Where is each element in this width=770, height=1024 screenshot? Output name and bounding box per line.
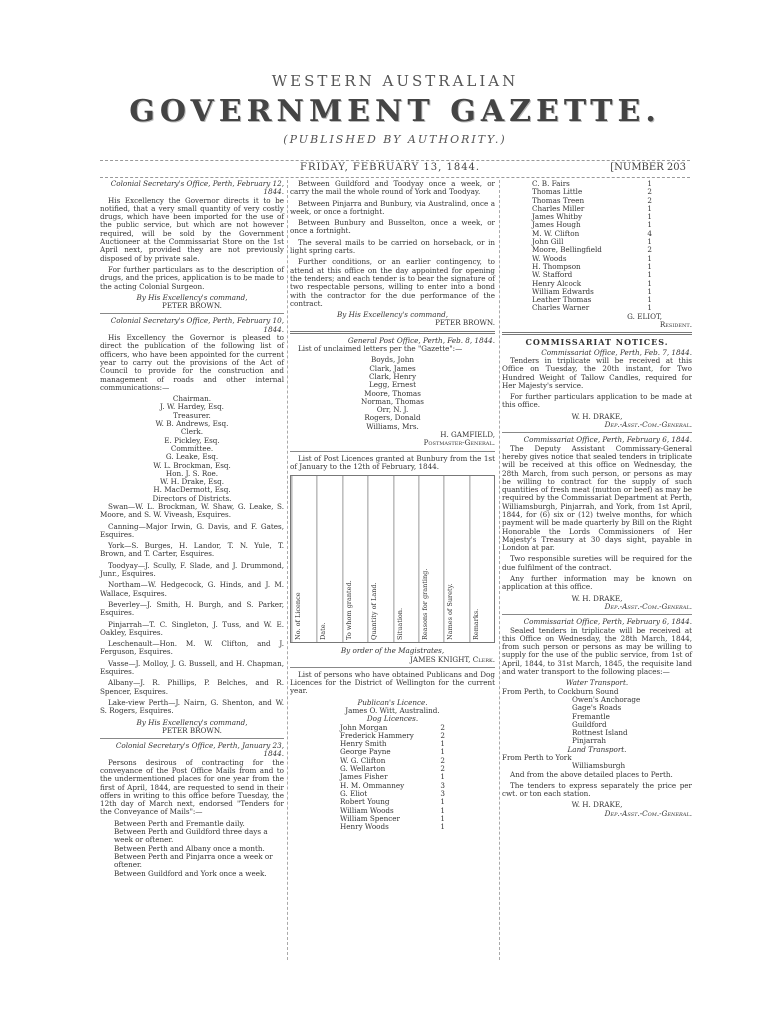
- list-item: Thomas Treen 2: [532, 195, 652, 205]
- list-item: George Payne 1: [340, 747, 445, 757]
- notice-heading: Colonial Secretary's Office, Perth, February 10, 1844.: [110, 316, 284, 334]
- column-3: [502, 180, 692, 818]
- letter-name: Clark, Henry: [368, 371, 417, 381]
- letter-name: Norman, Thomas: [361, 396, 424, 406]
- list-item: Charles Miller 1: [532, 203, 652, 213]
- route-item: Between Perth and Fremantle daily.: [114, 818, 245, 828]
- letter-name: Williams, Mrs.: [366, 421, 419, 431]
- list-item: William Woods 1: [340, 805, 445, 815]
- notice-text: Between Bunbury and Busselton, once a week, or once a fortnight.: [290, 218, 495, 236]
- list-item: Henry Alcock 1: [532, 278, 652, 288]
- district-entry: Toodyay—J. Scully, F. Slade, and J. Drummond, Junr., Esquires.: [100, 560, 284, 579]
- district-entry: Canning—Major Irwin, G. Davis, and F. Gates, Esquires.: [100, 521, 284, 539]
- notice-text: For further particulars as to the description of drugs, and the prices, application is to be made to the acting Colonial Surgeon.: [100, 264, 284, 291]
- notice-text: The Deputy Assistant Commissary-General hereby gives notice that sealed tenders in triplicate will be received at this office on Wednesday, the 28th March, from such person, or persons as may be willing to contract for the supply of such quantities of fresh meat (mutton or beef) as may be required by the Commissariat Department at Perth, Williamsburgh, Pinjarrah, and York, from 1st April, 1844, for (6) six or (12) twelve months, for which payment will be made quarterly by Bill on the Right Honorable the Lords Commissioners of Her Majesty's Treasury at 30 days sight, payable in London at par.: [502, 443, 692, 553]
- list-item: John Morgan 2: [340, 722, 445, 732]
- notice-text: Persons desirous of contracting for the conveyance of the Post Office Mails from and to the undermentioned places for one year from the first of April, 1844, are requested to send in their offers in writing to this office before Tuesday, the 12th day of March next, endorsed "Tenders for the Conveyance of Mails":—: [100, 757, 284, 817]
- committee-item: Committee.: [170, 443, 214, 453]
- notice-text: The tenders to express separately the price per cwt. or ton each station.: [502, 780, 692, 799]
- list-item: M. W. Clifton 4: [532, 228, 652, 238]
- letters-list: [290, 356, 495, 447]
- divider: [290, 451, 495, 452]
- place-item: Guildford: [572, 719, 607, 729]
- place-item: Fremantle: [572, 711, 610, 721]
- list-item: William Spencer 1: [340, 813, 445, 823]
- divider: [290, 331, 495, 334]
- notice-heading: Colonial Secretary's Office, Perth, January 23, 1844.: [115, 741, 284, 759]
- notice-text: Sealed tenders in triplicate will be received at this Office on Wednesday, the 28th March, 1844, from such person or persons as may be willing to supply for the use of the public service, from 1st of April, 1844, to 31st March, 1845, the requisite land and water transport to the following places:—: [502, 625, 692, 677]
- committee-item: G. Leake, Esq.: [165, 452, 219, 462]
- table-column-header: Quantity of Land.: [367, 476, 392, 642]
- signature-title: Resident.: [659, 320, 692, 330]
- list-item: H. Thompson 1: [532, 261, 652, 271]
- district-entry: Lake-view Perth—J. Nairn, G. Shenton, and W. S. Rogers, Esquires.: [100, 697, 284, 716]
- issue-date: FRIDAY, FEBRUARY 13, 1844.: [300, 162, 481, 173]
- letter-name: Legg, Ernest: [369, 380, 416, 390]
- list-item: Henry Smith 1: [340, 739, 445, 749]
- dateline: [100, 160, 690, 178]
- list-item: W. Woods 1: [532, 253, 652, 263]
- signature: W. H. DRAKE,: [571, 411, 623, 421]
- subheading: Dog Licences.: [366, 714, 419, 724]
- notice-heading: Commissariat Office, Perth, Feb. 7, 1844.: [541, 347, 692, 357]
- signature-title: Dep.-Asst.-Com.-General.: [604, 808, 692, 818]
- committee-item: W. H. Drake, Esq.: [159, 477, 225, 487]
- notice-text: Between Guildford and Toodyay once a week, or carry the mail the whole round of York and Toodyay.: [290, 179, 495, 197]
- notice-text: Between Pinjarra and Bunbury, via Australind, once a week, or once a fortnight.: [290, 198, 495, 216]
- list-item: Robert Young 1: [340, 797, 445, 807]
- route-item: Between Guildford and York once a week.: [114, 868, 267, 878]
- committee-item: Clerk.: [180, 427, 204, 437]
- list-item: William Edwards 1: [532, 286, 652, 296]
- command-line: By His Excellency's command,: [136, 292, 248, 302]
- letter-name: Moore, Thomas: [364, 388, 421, 398]
- places-list: [502, 696, 692, 746]
- divider: [100, 313, 284, 314]
- committee-item: Hon. J. S. Roe.: [165, 468, 219, 478]
- table-column-header: Situation.: [393, 476, 418, 642]
- place-item: Williamsburgh: [572, 761, 626, 771]
- notice-heading: Colonial Secretary's Office, Perth, February 12, 1844.: [110, 179, 284, 197]
- publican-entry: James O. Witt, Australind.: [345, 705, 440, 715]
- issue-number: [NUMBER 203: [610, 162, 686, 173]
- notice-heading: List of Post Licences granted at Bunbury from the 1st of January to the 12th of February, 1844.: [290, 453, 495, 471]
- list-item: James Hough 1: [532, 220, 652, 230]
- letter-name: Clark, James: [369, 363, 416, 373]
- place-item: Rottnest Island: [572, 728, 628, 738]
- route-item: Between Perth and Albany once a month.: [114, 843, 265, 853]
- notice-text: Any further information may be known on application at this office.: [502, 574, 692, 592]
- list-item: W. Stafford 1: [532, 270, 652, 280]
- signature: PETER BROWN.: [162, 301, 222, 311]
- list-item: Thomas Little 2: [532, 187, 652, 197]
- committee-item: Directors of Districts.: [152, 493, 232, 503]
- notice-text: The several mails to be carried on horseback, or in light spring carts.: [290, 237, 495, 256]
- notice-heading: General Post Office, Perth, Feb. 8, 1844.: [347, 335, 495, 345]
- list-item: Henry Woods 1: [340, 822, 445, 832]
- place-item: Owen's Anchorage: [572, 694, 641, 704]
- committee-item: Chairman.: [172, 394, 212, 404]
- place-item: Pinjarrah: [572, 736, 607, 746]
- column-2: [290, 180, 495, 831]
- notice-text: For further particulars application to be made at this office.: [502, 392, 692, 410]
- notice-text: And from the above detailed places to Perth.: [510, 769, 673, 779]
- list-item: Charles Warner 1: [532, 303, 652, 313]
- signature-title: Postmaster-General.: [423, 438, 495, 448]
- list-item: H. M. Ommanney 3: [340, 780, 445, 790]
- licence-table: [290, 475, 495, 643]
- table-column-header: Reasons for granting.: [418, 476, 443, 642]
- dog-licence-list: [502, 180, 692, 313]
- committee-item: E. Pickley, Esq.: [164, 435, 220, 445]
- committee-item: W. B. Andrews, Esq.: [155, 419, 229, 429]
- masthead-title: GOVERNMENT GAZETTE.: [129, 94, 661, 129]
- letter-name: Rogers, Donald: [364, 413, 421, 423]
- masthead-subtitle: (PUBLISHED BY AUTHORITY.): [283, 133, 507, 146]
- list-item: G. Eliot 3: [340, 788, 445, 798]
- district-entry: York—S. Burges, H. Landor, T. N. Yule, T. Brown, and T. Carter, Esquires.: [100, 541, 284, 559]
- signature: W. H. DRAKE,: [571, 800, 623, 810]
- notice-text: His Excellency the Governor is pleased to direct the publication of the following list of officers, who have been appointed for the current year to carry out the provisions of the Act of Council to provide for the construction and management of roads and other internal communications:—: [100, 333, 284, 392]
- committee-item: J. W. Hardey, Esq.: [160, 402, 224, 412]
- notice-text: Two responsible sureties will be required for the due fulfilment of the contract.: [502, 554, 692, 572]
- committee-item: H. MacDermott, Esq.: [153, 485, 231, 495]
- column-divider: [499, 180, 500, 960]
- subheading: Publican's Licence.: [357, 697, 428, 707]
- dog-licence-list: [290, 724, 495, 832]
- command-line: By His Excellency's command,: [136, 717, 248, 727]
- divider: [502, 432, 692, 433]
- notice-text: Further conditions, or an earlier contingency, to attend at this office on the day appointed for opening the tenders; and each tender is to bear the signature of two respectable persons, willing to enter into a bond with the contractor for the due performance of the contract.: [290, 257, 495, 308]
- signature-title: Dep.-Asst.-Com.-General.: [604, 601, 692, 611]
- signature: JAMES KNIGHT, Clerk.: [410, 654, 495, 664]
- signature: PETER BROWN.: [162, 725, 222, 735]
- notice-text: His Excellency the Governor directs it to be notified, that a very small quantity of very costly drugs, which have been imported for the use of the public service, but which are not however required, will be sold by the Government Auctioneer at the Commissariat Store on the 1st April next, provided they are not previously disposed of by private sale.: [100, 195, 284, 263]
- notice-heading: List of persons who have obtained Publicans and Dog Licences for the District of Wellington for the current year.: [290, 669, 495, 696]
- table-column-header: Date.: [316, 476, 341, 642]
- subheading: Land Transport.: [567, 744, 627, 754]
- signature: W. H. DRAKE,: [571, 593, 623, 603]
- letter-name: Boyds, John: [371, 355, 414, 365]
- section-title: COMMISSARIAT NOTICES.: [525, 337, 669, 348]
- signature: H. GAMFIELD,: [440, 430, 495, 440]
- list-item: Moore, Bellingfield 2: [532, 245, 652, 255]
- district-entry: Pinjarrah—T. C. Singleton, J. Tuss, and W. E. Oakley, Esquires.: [100, 619, 284, 637]
- district-entry: Northam—W. Hedgecock, G. Hinds, and J. M. Wallace, Esquires.: [100, 580, 284, 598]
- column-divider: [287, 180, 288, 960]
- list-item: C. B. Fairs 1: [532, 179, 652, 188]
- transport-from: From Perth to York: [502, 753, 572, 762]
- masthead-top: WESTERN AUSTRALIAN: [271, 72, 519, 90]
- list-item: James Whitby 1: [532, 212, 652, 222]
- district-entry: Albany—J. R. Phillips, P. Belches, and R. Spencer, Esquires.: [100, 678, 284, 696]
- signature: PETER BROWN.: [435, 318, 495, 328]
- notice-heading: Commissariat Office, Perth, February 6, 1844.: [523, 435, 692, 445]
- district-entry: Beverley—J. Smith, H. Burgh, and S. Parker, Esquires.: [100, 599, 284, 618]
- committee-item: W. L. Brockman, Esq.: [153, 460, 231, 470]
- list-item: Frederick Hammery 2: [340, 730, 445, 740]
- route-item: Between Perth and Pinjarra once a week or oftener.: [114, 851, 273, 870]
- district-entry: Leschenault—Hon. M. W. Clifton, and J. Ferguson, Esquires.: [100, 639, 284, 657]
- table-column-header: No. of Licence: [291, 476, 316, 642]
- district-entry: Swan—W. L. Brockman, W. Shaw, G. Leake, S. Moore, and S. W. Viveash, Esquires.: [100, 501, 284, 520]
- command-line: By His Excellency's command,: [336, 310, 449, 320]
- notice-text: Tenders in triplicate will be received at this Office on Tuesday, the 20th instant, for Two Hundred Weight of Tallow Candles, required for Her Majesty's service.: [502, 355, 692, 390]
- subheading: Water Transport.: [565, 678, 629, 688]
- letter-name: Orr, N. J.: [376, 405, 409, 415]
- command-line: By order of the Magistrates,: [340, 646, 445, 656]
- transport-from: From Perth, to Cockburn Sound: [502, 686, 619, 696]
- masthead: [100, 72, 690, 146]
- place-item: Gage's Roads: [572, 703, 622, 713]
- committee-list: [100, 395, 284, 503]
- table-column-header: Remarks.: [469, 476, 494, 642]
- table-column-header: Names of Surety.: [443, 476, 468, 642]
- committee-item: Treasurer.: [173, 410, 211, 420]
- table-column-header: To whom granted.: [342, 476, 367, 642]
- notice-heading: Commissariat Office, Perth, February 6, 1844.: [523, 617, 692, 627]
- list-item: John Gill 1: [532, 237, 652, 247]
- signature-title: Dep.-Asst.-Com.-General.: [604, 420, 692, 430]
- column-1: [100, 180, 284, 878]
- divider: [502, 614, 692, 615]
- list-item: James Fisher 1: [340, 772, 445, 782]
- divider: [502, 332, 692, 335]
- district-entry: Vasse—J. Molloy, J. G. Bussell, and H. Chapman, Esquires.: [100, 658, 284, 677]
- signature: G. ELIOT,: [627, 311, 662, 321]
- list-item: W. G. Clifton 2: [340, 755, 445, 765]
- divider: [100, 738, 284, 739]
- notice-text: List of unclaimed letters per the "Gazette":—: [298, 344, 463, 354]
- divider: [290, 667, 495, 668]
- route-item: Between Perth and Guildford three days a week or oftener.: [114, 827, 268, 845]
- list-item: G. Wellarton 2: [340, 764, 445, 774]
- list-item: Leather Thomas 1: [532, 295, 652, 305]
